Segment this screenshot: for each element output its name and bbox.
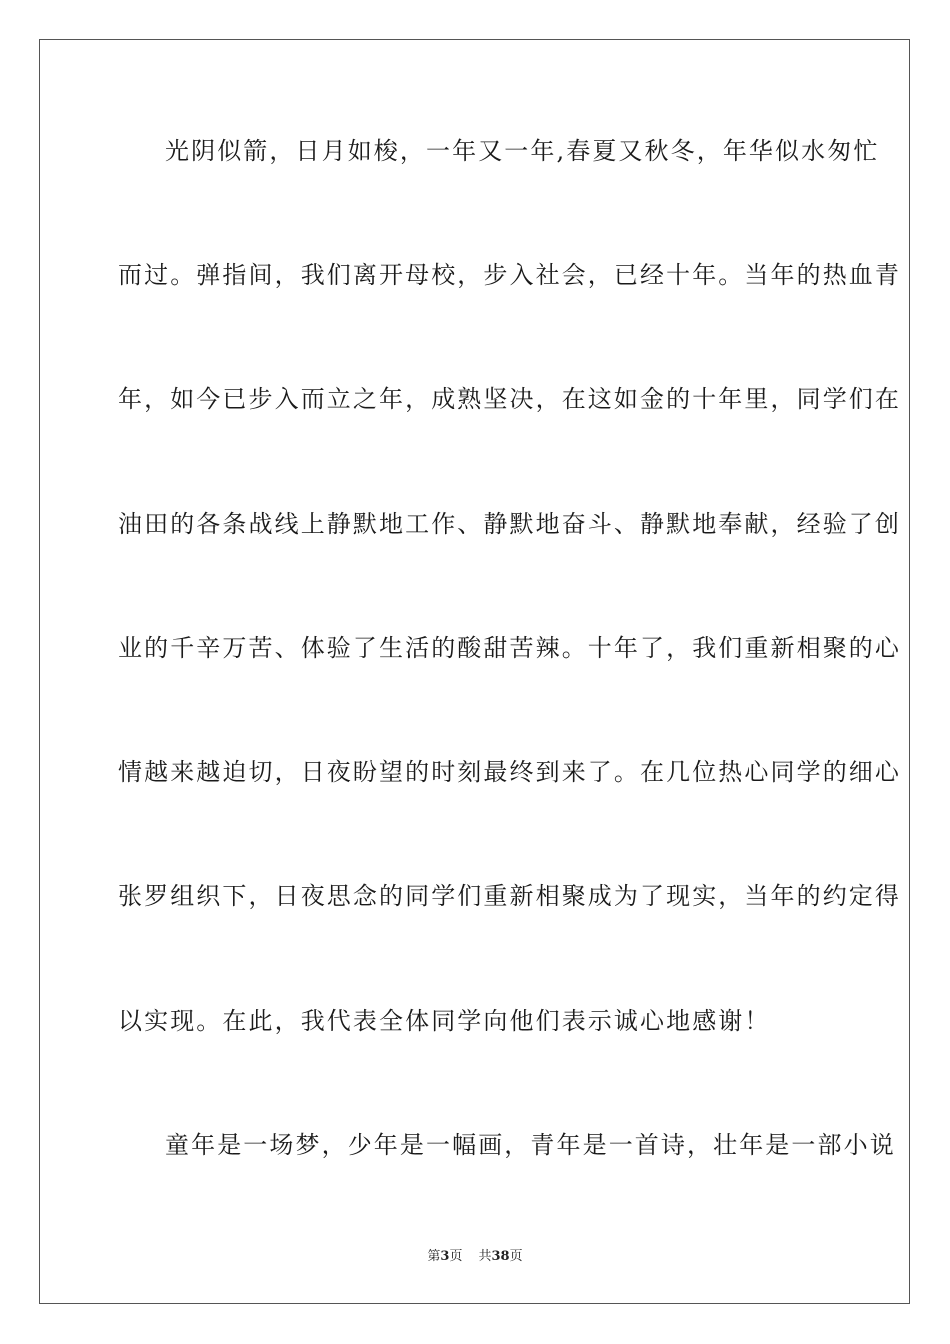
footer-page-number: 3 — [440, 1249, 450, 1264]
paragraph-2-line-1: 童年是一场梦，少年是一幅画，青年是一首诗，壮年是一部小说 — [165, 1131, 896, 1159]
paragraph-1-line-8: 以实现。在此，我代表全体同学向他们表示诚心地感谢！ — [118, 1007, 771, 1035]
page-footer — [0, 1248, 950, 1266]
paragraph-1-line-3: 年，如今已步入而立之年，成熟坚决，在这如金的十年里，同学们在 — [118, 385, 901, 413]
page-border — [39, 39, 910, 1304]
paragraph-1-line-2: 而过。弹指间，我们离开母校，步入社会，已经十年。当年的热血青 — [118, 261, 901, 289]
footer-page-suffix: 页 — [449, 1249, 463, 1264]
footer-total-pages: 38 — [491, 1249, 510, 1264]
footer-page-prefix: 第 — [427, 1249, 441, 1264]
paragraph-1-line-5: 业的千辛万苦、体验了生活的酸甜苦辣。十年了，我们重新相聚的心 — [118, 634, 901, 662]
footer-total-prefix: 共 — [478, 1249, 492, 1264]
paragraph-1-line-4: 油田的各条战线上静默地工作、静默地奋斗、静默地奉献，经验了创 — [118, 510, 901, 538]
paragraph-1-line-1: 光阴似箭，日月如梭，一年又一年,春夏又秋冬，年华似水匆忙 — [165, 137, 880, 165]
paragraph-1-line-6: 情越来越迫切，日夜盼望的时刻最终到来了。在几位热心同学的细心 — [118, 758, 901, 786]
footer-total-suffix: 页 — [509, 1249, 523, 1264]
paragraph-1-line-7: 张罗组织下，日夜思念的同学们重新相聚成为了现实，当年的约定得 — [118, 882, 901, 910]
